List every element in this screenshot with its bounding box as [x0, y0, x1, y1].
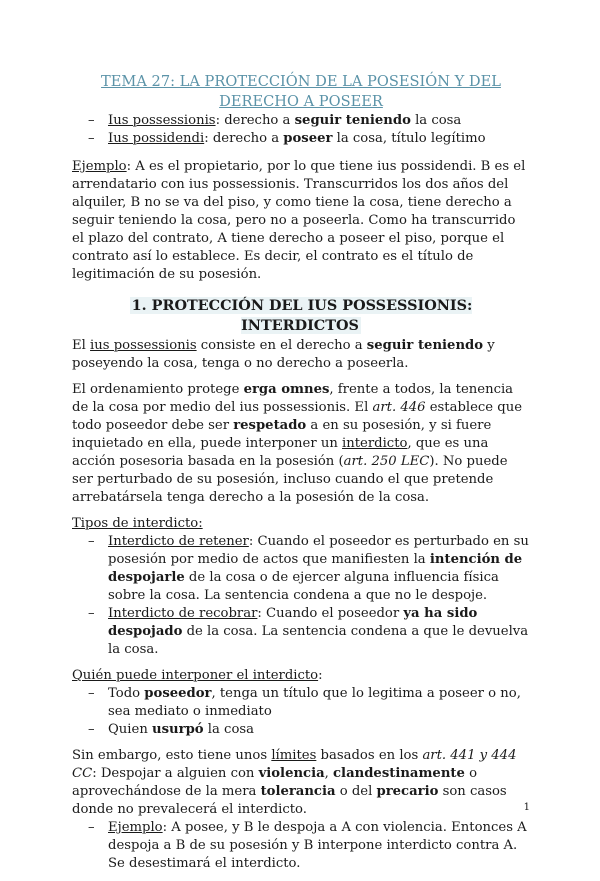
text: , tenga un título que lo legitima a poseer o no, sea mediato o inmediato	[108, 686, 521, 719]
list-item	[72, 721, 530, 739]
text: Todo	[108, 686, 145, 701]
page-title: TEMA 27: LA PROTECCIÓN DE LA POSESIÓN Y DEL DERECHO A POSEER	[101, 73, 501, 110]
subheading-text: Quién puede interponer el interdicto	[72, 668, 319, 683]
list-item	[72, 112, 530, 130]
heading-text: 1. PROTECCIÓN DEL IUS POSSESSIONIS: INTERDICTOS	[131, 297, 473, 334]
text: ,	[324, 766, 334, 781]
text: : A posee, y B le despoja a A con violencia. Entonces A despoja a B de su posesión y B interpone interdicto contra A. Se desestimará el interdicto.	[108, 820, 527, 871]
text: a en su posesión, y si fuere inquietado en ella, puede interponer un	[72, 418, 492, 451]
intro-list	[72, 112, 530, 148]
bold-text: usurpó	[152, 722, 204, 737]
italic-text: art. 250 LEC	[343, 454, 430, 469]
text: de la cosa. La sentencia condena a que le devuelva la cosa.	[108, 624, 529, 657]
text: o aprovechándose de la mera	[72, 766, 478, 799]
text: , que es una acción posesoria basada en la posesión (	[72, 436, 489, 469]
bold-text: clandestinamente	[333, 766, 465, 781]
bold-text: respetado	[233, 418, 307, 433]
text: , frente a todos, la tenencia de la cosa por medio del ius possessionis. El	[72, 382, 514, 415]
text: El ordenamiento protege	[72, 382, 244, 397]
term: Interdicto de recobrar	[108, 606, 258, 621]
text: y poseyendo la cosa, tenga o no derecho a poseerla.	[72, 338, 495, 371]
text: : Cuando el poseedor es perturbado en su posesión por medio de actos que manifiesten la	[108, 534, 529, 567]
text: la cosa	[410, 113, 462, 128]
page-number: 1	[523, 802, 530, 813]
text: : A es el propietario, por lo que tiene ius possidendi. B es el arrendatario con ius possessionis. Transcurridos los dos años del alquiler, B no se va del piso, y como tiene la cosa, tiene derecho a seguir teniendo la cosa, pero no a poseerla. Como ha transcurrido el plazo del contrato, A tiene derecho a poseer el piso, porque el contrato así lo establece. Es decir, el contrato es el título de legitimación de su posesión.	[72, 159, 526, 282]
text: consiste en el derecho a	[196, 338, 367, 353]
text: Sin embargo, esto tiene unos	[72, 748, 272, 763]
text: : Despojar a alguien con	[92, 766, 259, 781]
text: la cosa	[203, 722, 255, 737]
subheading: Tipos de interdicto:	[72, 516, 203, 531]
text: la cosa, título legítimo	[332, 131, 486, 146]
text: son casos donde no prevalecerá el interdicto.	[72, 784, 507, 817]
bold-text: ya ha sido despojado	[108, 606, 478, 639]
italic-text: art. 441 y 444 CC	[72, 748, 517, 781]
ejemplo-list	[72, 819, 530, 873]
text: : derecho a	[204, 131, 284, 146]
term: Ius possidendi	[108, 131, 205, 146]
paragraph	[72, 747, 530, 819]
bold-text: seguir teniendo	[294, 113, 411, 128]
list-item	[72, 130, 530, 148]
example-label: Ejemplo	[72, 159, 127, 174]
list-item	[72, 819, 530, 873]
italic-text: art. 446	[372, 400, 426, 415]
bold-text: poseedor	[144, 686, 212, 701]
text: basados en los	[316, 748, 423, 763]
subheading	[72, 667, 530, 685]
underlined-text: ius possessionis	[90, 338, 197, 353]
paragraph	[72, 337, 530, 373]
document-page	[72, 72, 530, 881]
term: Ius possessionis	[108, 113, 216, 128]
text: Quien	[108, 722, 153, 737]
text: :	[318, 668, 323, 683]
example-paragraph	[72, 158, 530, 284]
text: de la cosa o de ejercer alguna influencia física sobre la cosa. La sentencia condena a que no le despoje.	[108, 570, 499, 603]
underlined-text: límites	[271, 748, 317, 763]
tipos-list	[72, 533, 530, 659]
section-heading	[72, 296, 530, 336]
term: Interdicto de retener	[108, 534, 249, 549]
bold-text: seguir teniendo	[366, 338, 484, 353]
text: ). No puede ser perturbado de su posesión, incluso cuando el que pretende arrebatársela tenga derecho a la posesión de la cosa.	[72, 454, 508, 505]
bold-text: precario	[376, 784, 439, 799]
underlined-text: interdicto	[342, 436, 408, 451]
text: o del	[335, 784, 377, 799]
bold-text: erga omnes	[243, 382, 330, 397]
list-item	[72, 685, 530, 721]
text: El	[72, 338, 91, 353]
bold-text: poseer	[283, 131, 333, 146]
bold-text: intención de despojarle	[108, 552, 523, 585]
example-label: Ejemplo	[108, 820, 163, 835]
text: : Cuando el poseedor	[257, 606, 404, 621]
text: : derecho a	[215, 113, 295, 128]
paragraph	[72, 381, 530, 507]
list-item	[72, 533, 530, 605]
list-item	[72, 605, 530, 659]
quien-list	[72, 685, 530, 739]
bold-text: tolerancia	[260, 784, 336, 799]
text: establece que todo poseedor debe ser	[72, 400, 523, 433]
bold-text: violencia	[258, 766, 325, 781]
